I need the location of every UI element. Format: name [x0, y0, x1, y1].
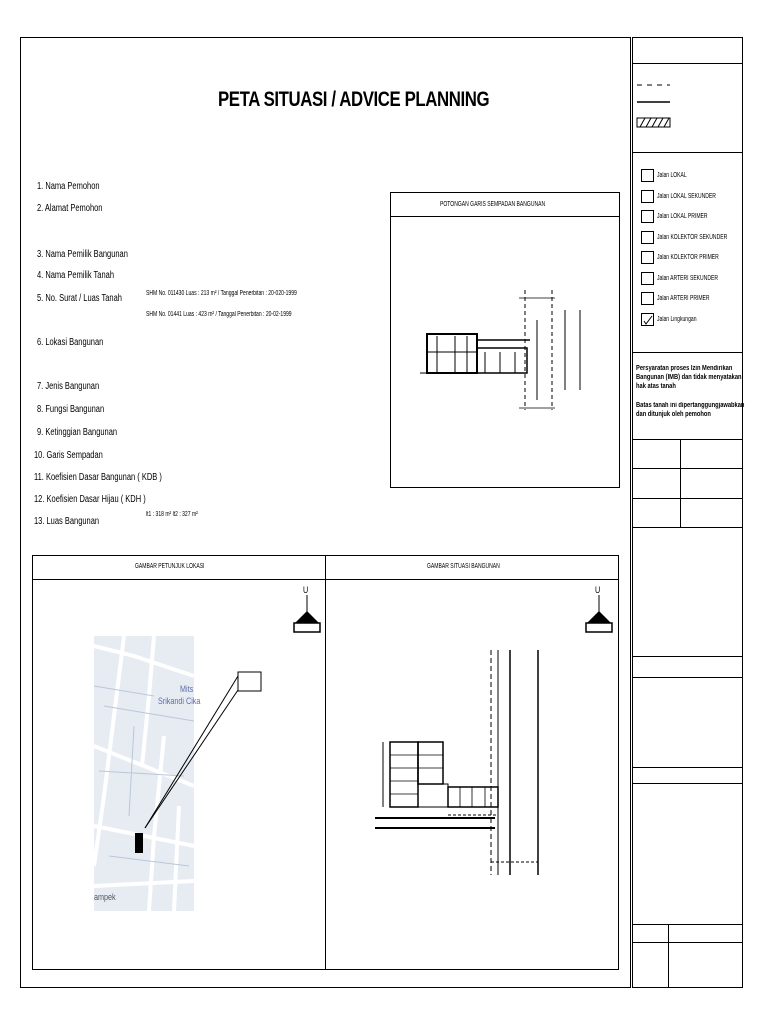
- north-arrow-icon: [293, 585, 323, 635]
- field-2: 2. Alamat Pemohon: [37, 203, 103, 214]
- page-title: PETA SITUASI / ADVICE PLANNING: [218, 88, 490, 111]
- north-label: U: [303, 585, 309, 595]
- north-arrow-icon: [585, 585, 615, 635]
- site-plan-drawing: [375, 650, 575, 880]
- field-12: 12. Koefisien Dasar Hijau ( KDH ): [34, 494, 146, 505]
- field-13: 13. Luas Bangunan: [34, 516, 100, 527]
- field-1: 1. Nama Pemohon: [37, 181, 100, 192]
- north-arrow-site: [585, 585, 615, 635]
- section-panel-title: POTONGAN GARIS SEMPADAN BANGUNAN: [440, 201, 546, 208]
- field-7: 7. Jenis Bangunan: [37, 381, 100, 392]
- legend-line-symbols: [637, 80, 677, 130]
- legend-note-2: Batas tanah ini dipertanggungjawabkan dan ditunjuk oleh pemohon: [636, 402, 745, 418]
- luas-bangunan-value: lt1 : 318 m² lt2 : 327 m²: [146, 511, 198, 518]
- field-9: 9. Ketinggian Bangunan: [37, 427, 118, 438]
- north-arrow-location: [293, 585, 323, 635]
- legend-note-1: Persyaratan proses Izin Mendirikan Bangunan (IMB) dan tidak menyatakan hak atas tanah: [636, 365, 742, 390]
- location-panel-title: GAMBAR PETUNJUK LOKASI: [135, 563, 205, 570]
- field-4: 4. Nama Pemilik Tanah: [37, 270, 114, 281]
- site-panel-title: GAMBAR SITUASI BANGUNAN: [427, 563, 500, 570]
- field-11: 11. Koefisien Dasar Bangunan ( KDB ): [34, 472, 162, 483]
- field-8: 8. Fungsi Bangunan: [37, 404, 105, 415]
- field-6: 6. Lokasi Bangunan: [37, 337, 104, 348]
- map-callout: [135, 670, 265, 840]
- shm-1: SHM No. 011430 Luas : 213 m² / Tanggal Penerbitan : 20-020-1999: [146, 290, 297, 297]
- north-label: U: [595, 585, 601, 595]
- section-drawing: [415, 290, 585, 415]
- map-label-srikandi: Srikandi Cika: [158, 696, 201, 706]
- field-5: 5. No. Surat / Luas Tanah: [37, 293, 122, 304]
- map-label-mits: Mits: [180, 684, 194, 694]
- field-10: 10. Garis Sempadan: [34, 450, 103, 461]
- shm-2: SHM No. 01441 Luas : 423 m² / Tanggal Penerbitan : 20-02-1999: [146, 311, 292, 318]
- field-3: 3. Nama Pemilik Bangunan: [37, 249, 128, 260]
- check-icon: [643, 315, 653, 325]
- map-label-kampek: ampek: [94, 892, 116, 902]
